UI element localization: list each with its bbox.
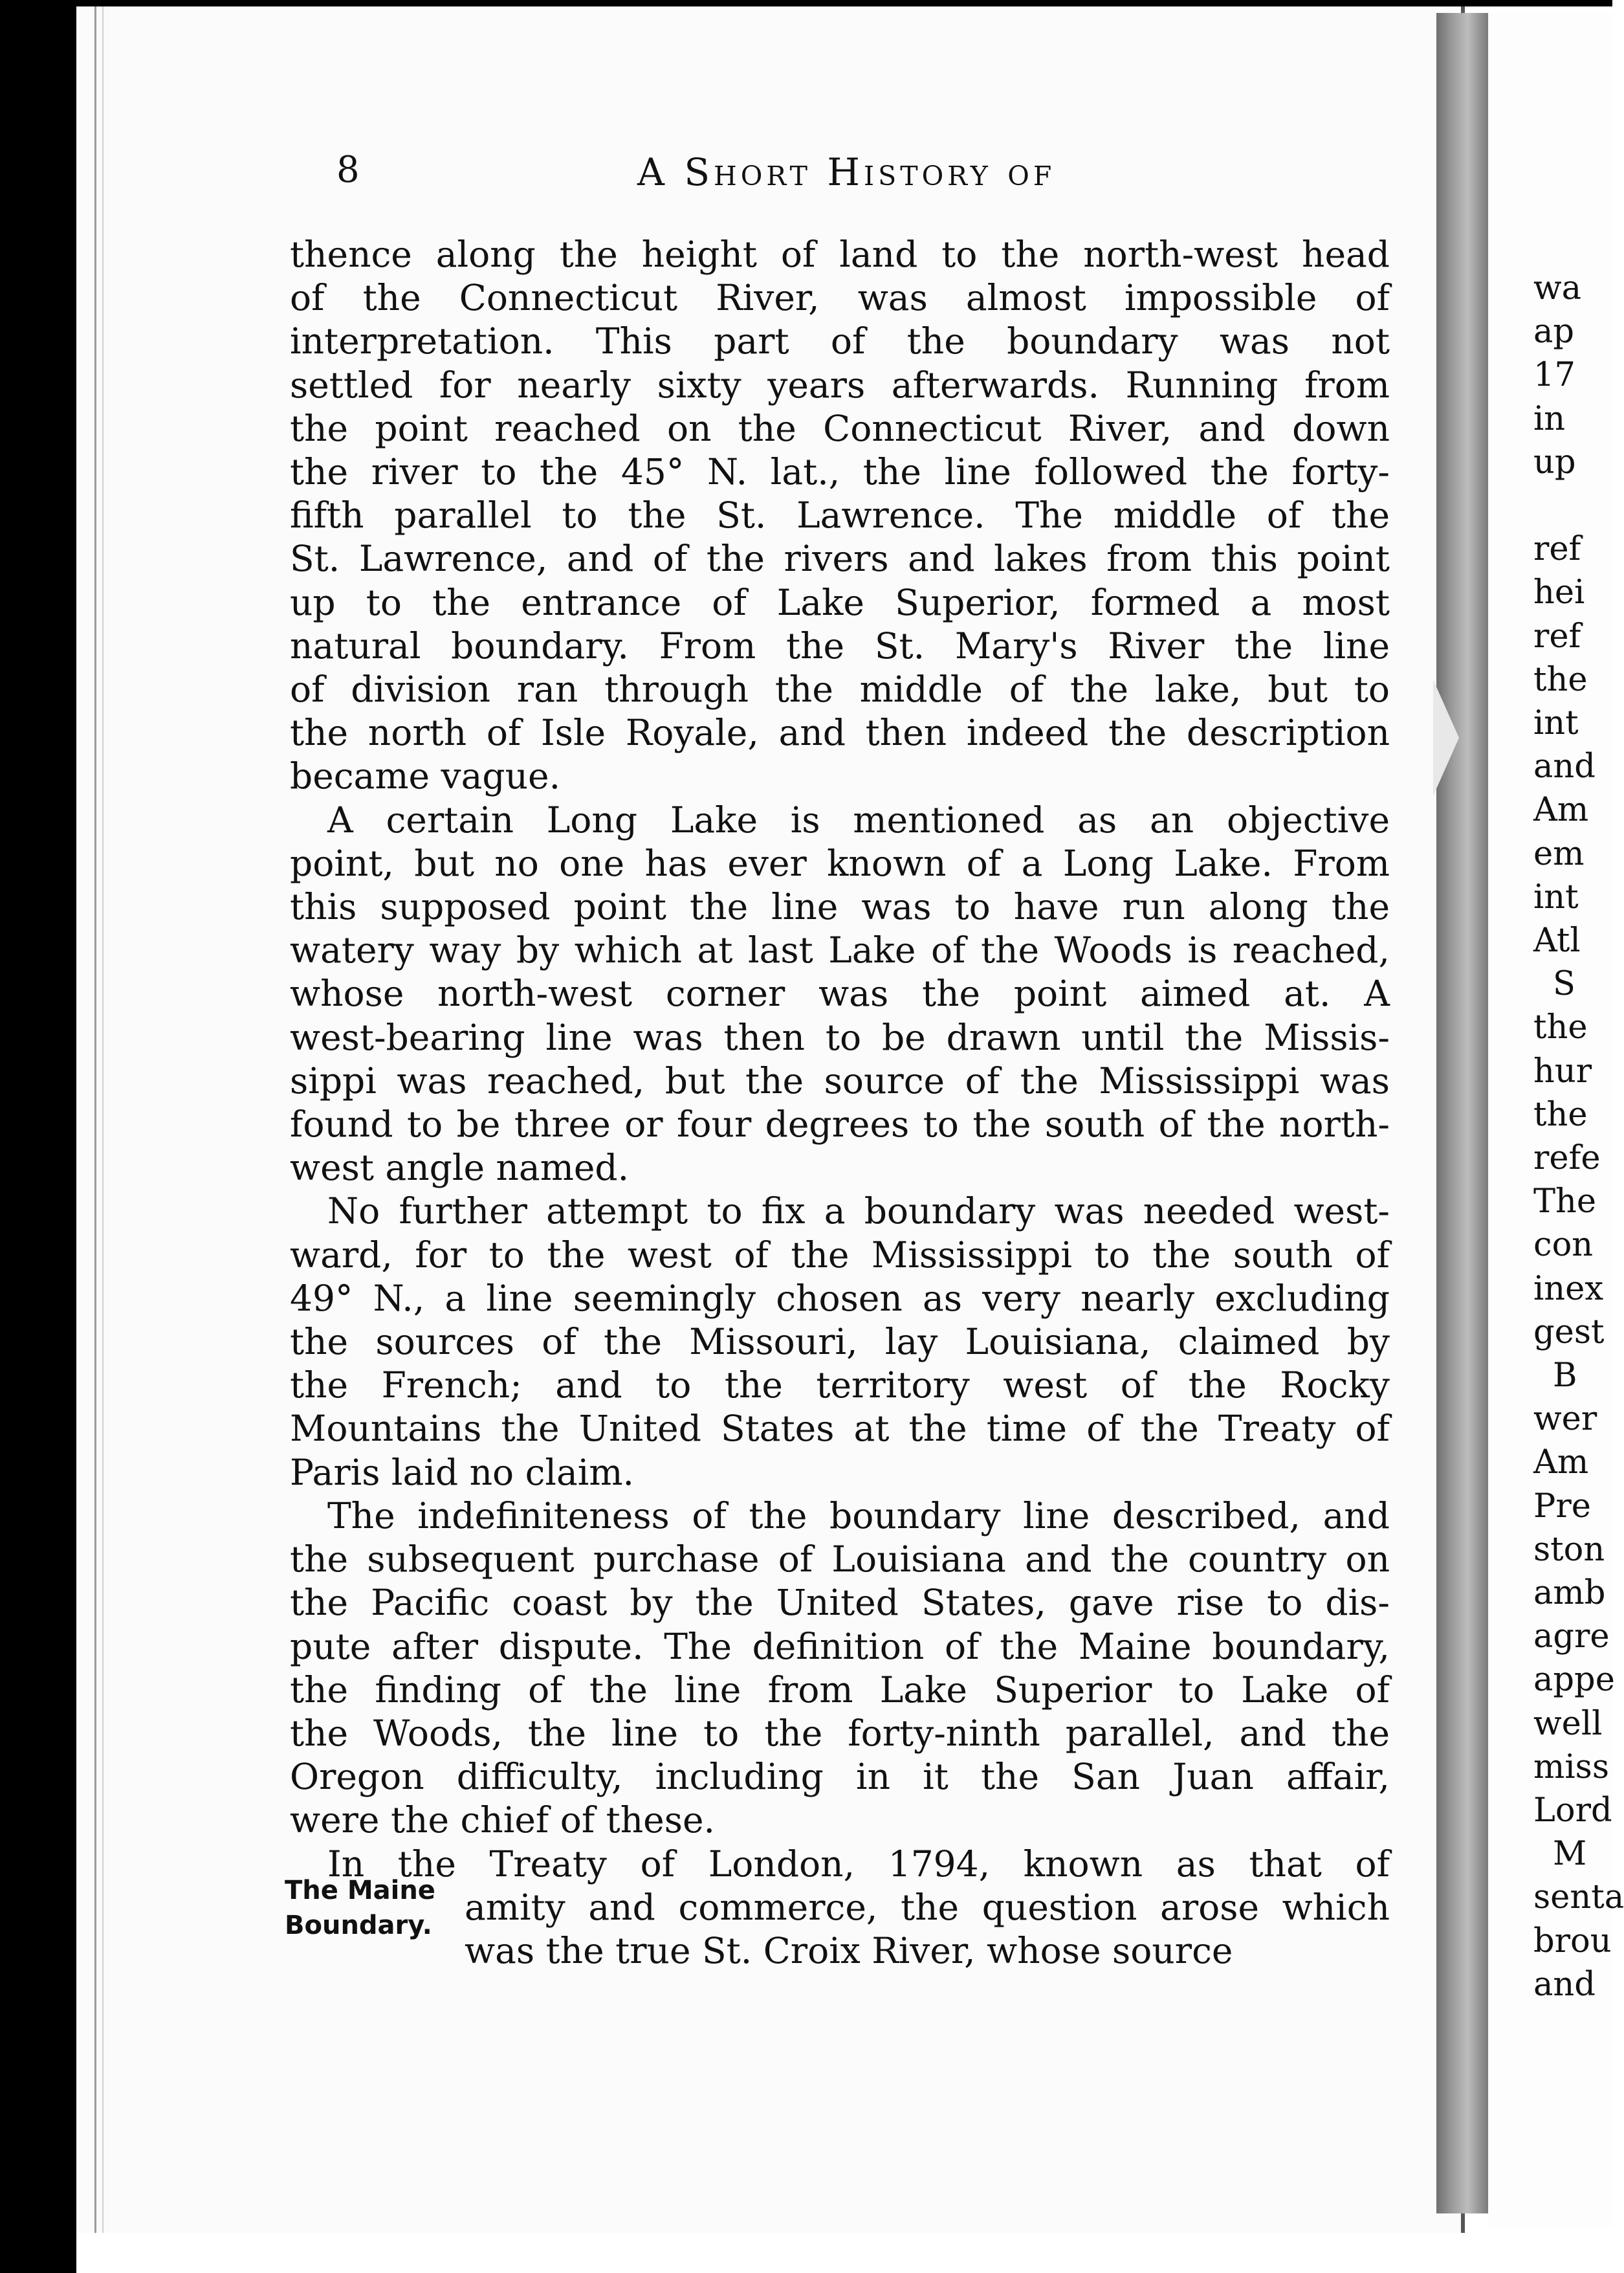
facing-page-fragment: M — [1553, 1835, 1587, 1874]
text-line: fifth parallel to the St. Lawrence. The middle of the — [290, 494, 1390, 537]
facing-page-fragment: brou — [1533, 1922, 1612, 1960]
facing-page-fragment: Atl — [1533, 922, 1581, 960]
scan-edge-left — [0, 0, 76, 2273]
facing-page — [1488, 13, 1624, 2226]
text-line: found to be three or four degrees to the south of the north- — [290, 1103, 1390, 1146]
text-line: amity and commerce, the question arose which — [465, 1886, 1390, 1928]
facing-page-fragment: hur — [1533, 1052, 1592, 1091]
facing-page-fragment: wer — [1533, 1400, 1597, 1439]
page-edge-line-secondary — [102, 6, 104, 2233]
running-header — [0, 149, 1612, 201]
margin-note-line: Boundary. — [285, 1911, 432, 1940]
facing-page-fragment: Am — [1533, 791, 1589, 830]
facing-page-fragment: in — [1533, 399, 1566, 438]
text-line: Mountains the United States at the time of the Treaty of — [290, 1408, 1390, 1450]
facing-page-fragment: inex — [1533, 1269, 1604, 1308]
facing-page-fragment: 17 — [1533, 356, 1575, 395]
gutter-notch — [1433, 680, 1459, 796]
text-line: point, but no one has ever known of a Long Lake. From — [290, 842, 1390, 884]
page-number: 8 — [336, 149, 360, 191]
facing-page-fragment: ref — [1533, 530, 1581, 569]
text-line: up to the entrance of Lake Superior, formed a most — [290, 581, 1390, 623]
text-line: the sources of the Missouri, lay Louisiana, claimed by — [290, 1321, 1390, 1363]
facing-page-fragment: ap — [1533, 313, 1575, 351]
facing-page-fragment: B — [1553, 1357, 1577, 1395]
facing-page-fragment: int — [1533, 704, 1579, 742]
text-line: west-bearing line was then to be drawn until the Missis- — [290, 1016, 1390, 1058]
facing-page-fragment: senta — [1533, 1878, 1624, 1917]
text-line: west angle named. — [290, 1147, 630, 1189]
text-line: No further attempt to fix a boundary was needed west- — [327, 1190, 1390, 1232]
text-line: the subsequent purchase of Louisiana and the country on — [290, 1538, 1390, 1580]
text-line: of division ran through the middle of the lake, but to — [290, 669, 1390, 711]
book-gutter — [1436, 13, 1488, 2213]
body-text — [290, 233, 1390, 1973]
text-line: natural boundary. From the St. Mary's River the line — [290, 625, 1390, 667]
facing-page-fragment: wa — [1533, 269, 1582, 307]
text-line: whose north-west corner was the point aimed at. A — [290, 973, 1390, 1015]
facing-page-fragment: appe — [1533, 1661, 1615, 1700]
text-line: Paris laid no claim. — [290, 1451, 635, 1493]
text-line: The indefiniteness of the boundary line described, and — [327, 1494, 1390, 1536]
facing-page-fragment: Lord — [1533, 1791, 1612, 1830]
text-line: Oregon difficulty, including in it the San Juan affair, — [290, 1756, 1390, 1798]
text-line: In the Treaty of London, 1794, known as that of — [327, 1843, 1390, 1885]
text-line: thence along the height of land to the north-west head — [290, 234, 1390, 275]
facing-page-fragment: ref — [1533, 617, 1581, 656]
facing-page-fragment: int — [1533, 878, 1579, 916]
facing-page-fragment: and — [1533, 1965, 1596, 2004]
facing-page-fragment: ston — [1533, 1530, 1605, 1569]
facing-page-fragment: S — [1553, 965, 1575, 1004]
scan-edge-top — [0, 0, 1612, 6]
text-line: ward, for to the west of the Mississippi to the south of — [290, 1234, 1390, 1276]
page-edge-line — [94, 6, 96, 2233]
facing-page-fragment: miss — [1533, 1747, 1610, 1786]
text-line: settled for nearly sixty years afterwards. Running from — [290, 364, 1390, 406]
text-line: this supposed point the line was to have run along the — [290, 886, 1390, 928]
facing-page-fragment: the — [1533, 1008, 1588, 1047]
text-line: sippi was reached, but the source of the Mississippi was — [290, 1059, 1390, 1102]
facing-page-fragment: the — [1533, 1095, 1588, 1134]
facing-page-fragment: amb — [1533, 1574, 1606, 1612]
text-line: the Woods, the line to the forty-ninth parallel, and the — [290, 1712, 1390, 1754]
text-line: St. Lawrence, and of the rivers and lakes from this point — [290, 538, 1390, 580]
facing-page-fragment: the — [1533, 660, 1588, 699]
facing-page-fragment: Pre — [1533, 1487, 1591, 1525]
facing-page-fragment: hei — [1533, 573, 1585, 612]
facing-page-fragment: well — [1533, 1704, 1603, 1743]
facing-page-fragment: Am — [1533, 1443, 1589, 1482]
text-line: was the true St. Croix River, whose source — [465, 1929, 1233, 1971]
text-line: watery way by which at last Lake of the Woods is reached, — [290, 929, 1390, 971]
facing-page-fragment: agre — [1533, 1617, 1610, 1656]
facing-page-fragment: con — [1533, 1226, 1594, 1265]
header-title: A Short History of — [637, 150, 1056, 194]
margin-note — [285, 1873, 435, 1943]
facing-page-fragment: em — [1533, 834, 1585, 873]
text-line: interpretation. This part of the boundary was not — [290, 320, 1390, 362]
facing-page-fragment: up — [1533, 443, 1576, 482]
facing-page-fragment: gest — [1533, 1313, 1605, 1351]
text-line: the finding of the line from Lake Superior to Lake of — [290, 1669, 1390, 1711]
margin-note-line: The Maine — [285, 1876, 435, 1905]
facing-page-fragment: The — [1533, 1182, 1597, 1221]
text-line: pute after dispute. The definition of the Maine boundary, — [290, 1625, 1390, 1667]
text-line: A certain Long Lake is mentioned as an objective — [327, 799, 1390, 841]
text-line: 49° N., a line seemingly chosen as very nearly excluding — [290, 1277, 1390, 1319]
text-line: the Pacific coast by the United States, gave rise to dis- — [290, 1582, 1390, 1624]
text-line: the river to the 45° N. lat., the line followed the forty- — [290, 451, 1390, 493]
facing-page-fragment: refe — [1533, 1139, 1601, 1177]
text-line: the point reached on the Connecticut River, and down — [290, 407, 1390, 449]
text-line: became vague. — [290, 755, 561, 797]
text-line: of the Connecticut River, was almost impossible of — [290, 277, 1390, 319]
text-line: were the chief of these. — [290, 1799, 715, 1841]
text-line: the north of Isle Royale, and then indeed the description — [290, 712, 1390, 754]
facing-page-fragment: and — [1533, 748, 1596, 786]
text-line: the French; and to the territory west of the Rocky — [290, 1364, 1390, 1406]
